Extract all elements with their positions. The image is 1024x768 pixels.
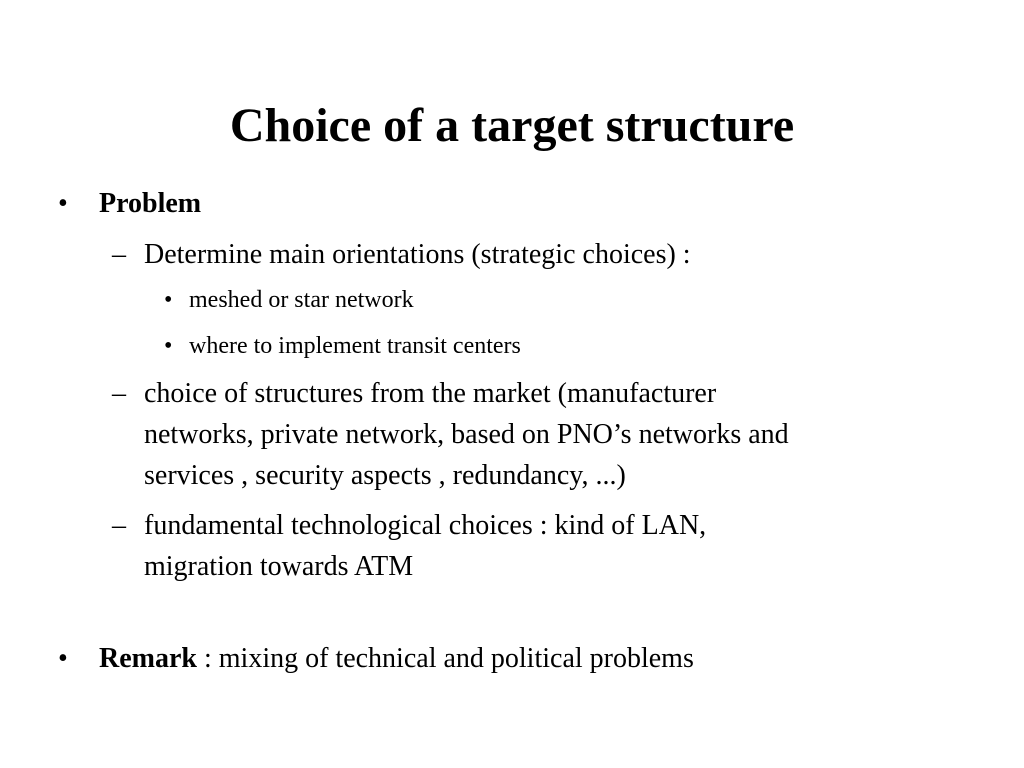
bullet-marker: • [164, 333, 173, 359]
remark-text [99, 642, 949, 676]
dash-marker: – [112, 239, 126, 270]
remark-body: : mixing of technical and political problems [196, 643, 694, 674]
tech-line: fundamental technological choices : kind of LAN, [144, 510, 707, 541]
market-text [144, 373, 944, 496]
tech-text [144, 505, 944, 587]
slide-title: Choice of a target structure [229, 99, 795, 152]
market-line: networks, private network, based on PNO’s networks and [144, 419, 789, 450]
tech-line: migration towards ATM [144, 551, 414, 582]
transit-text: where to implement transit centers [189, 333, 521, 359]
remark-label: Remark [99, 643, 197, 674]
bullet-marker: • [58, 643, 68, 674]
determine-text: Determine main orientations (strategic choices) : [144, 239, 691, 270]
market-line: choice of structures from the market (manufacturer [144, 378, 717, 409]
dash-marker: – [112, 378, 126, 409]
dash-marker: – [112, 510, 126, 541]
problem-label: Problem [99, 188, 202, 219]
market-line: services , security aspects , redundancy, ...) [144, 460, 626, 491]
bullet-marker: • [164, 287, 173, 313]
bullet-marker: • [58, 188, 68, 219]
meshed-text: meshed or star network [189, 287, 414, 313]
